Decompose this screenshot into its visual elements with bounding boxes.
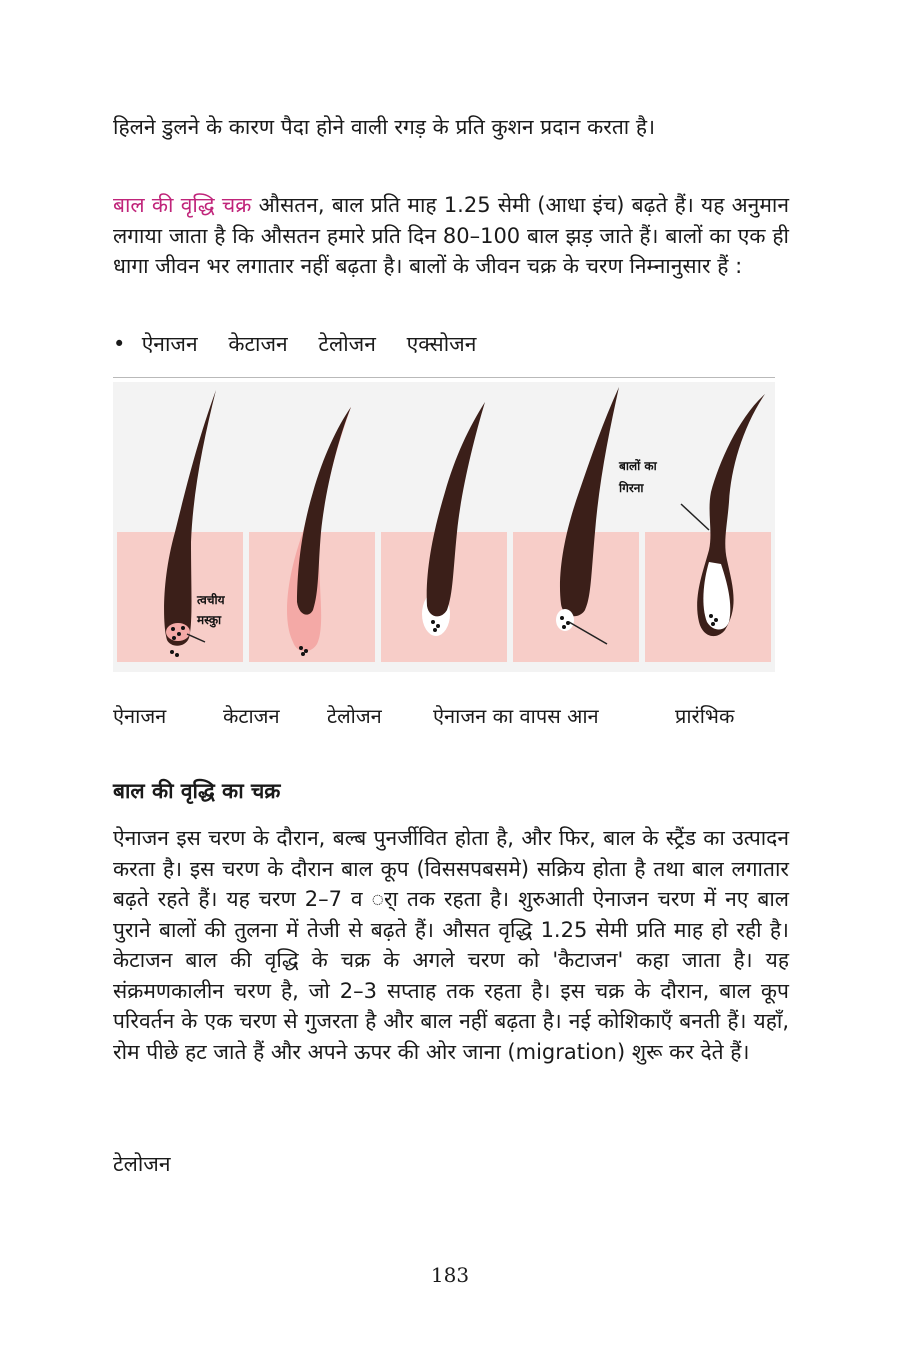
growth-cycle-term: बाल की वृद्धि चक्र: [113, 193, 252, 217]
bullet-term: ऐनाजन: [141, 332, 198, 356]
caption-early: प्रारंभिक: [675, 704, 735, 728]
caption-telogen: टेलोजन: [327, 704, 382, 728]
figure-captions: [113, 702, 793, 730]
caption-return-anagen: ऐनाजन का वापस आन: [433, 704, 599, 728]
hair-cycle-illustration: [113, 382, 775, 672]
paragraph-growth-cycle: [113, 190, 789, 282]
body-paragraph: ऐनाजन इस चरण के दौरान, बल्ब पुनर्जीवित होता है, और फिर, बाल के स्ट्रैंड का उत्पादन करता है। इस चरण के दौरान बाल कूप (विससपबसमे) सक्रिय होता है तथा बाल लगातार बढ़ते रहते हैं। यह चरण 2–7 व र्ा तक रहता है। शुरुआती ऐनाजन चरण में नए बाल पुराने बालों की तुलना में तेजी से बढ़ते हैं। औसत वृद्धि 1.25 सेमी प्रति माह हो रही है। केटाजन बाल की वृद्धि के चक्र के अगले चरण को 'कैटाजन' कहा जाता है। यह संक्रमणकालीन चरण है, जो 2–3 सप्ताह तक रहता है। इस चक्र के दौरान, बाल कूप परिवर्तन के एक चरण से गुजरता है और बाल नहीं बढ़ता है। नई कोशिकाएँ बनती हैं। यहाँ, रोम पीछे हट जाते हैं और अपने ऊपर की ओर जाना (migration) शुरू कर देते हैं।: [113, 826, 789, 1064]
telogen-label: टेलोजन: [113, 1152, 171, 1176]
caption-catagen: केटाजन: [223, 704, 280, 728]
phase-bullet-list: [113, 330, 500, 358]
bullet-term: टेलोजन: [318, 332, 376, 356]
papilla-label-line1: त्वचीय: [197, 593, 225, 607]
paragraph-intro: हिलने डुलने के कारण पैदा होने वाली रगड़ के प्रति कुशन प्रदान करता है।: [113, 115, 656, 139]
growth-cycle-text: औसतन, बाल प्रति माह 1.25 सेमी (आधा इंच) बढ़ते हैं। यह अनुमान लगाया जाता है कि औसतन हमारे प्रति दिन 80–100 बाल झड़ जाते हैं। बालों का एक ही धागा जीवन भर लगातार नहीं बढ़ता है। बालों के जीवन चक्र के चरण निम्नानुसार हैं :: [113, 193, 789, 278]
caption-anagen: ऐनाजन: [113, 704, 167, 728]
shedding-label-line1: बालों का: [619, 459, 657, 473]
shedding-label-line2: गिरना: [619, 481, 644, 495]
separator-line: [113, 377, 775, 378]
bullet-term: केटाजन: [228, 332, 288, 356]
section-heading: बाल की वृद्धि का चक्र: [113, 779, 281, 803]
bullet-term: एक्सोजन: [406, 332, 477, 356]
bullet-icon: •: [113, 332, 126, 356]
papilla-label-line2: मस्कुा: [197, 613, 222, 627]
page-number: 183: [430, 1263, 470, 1287]
